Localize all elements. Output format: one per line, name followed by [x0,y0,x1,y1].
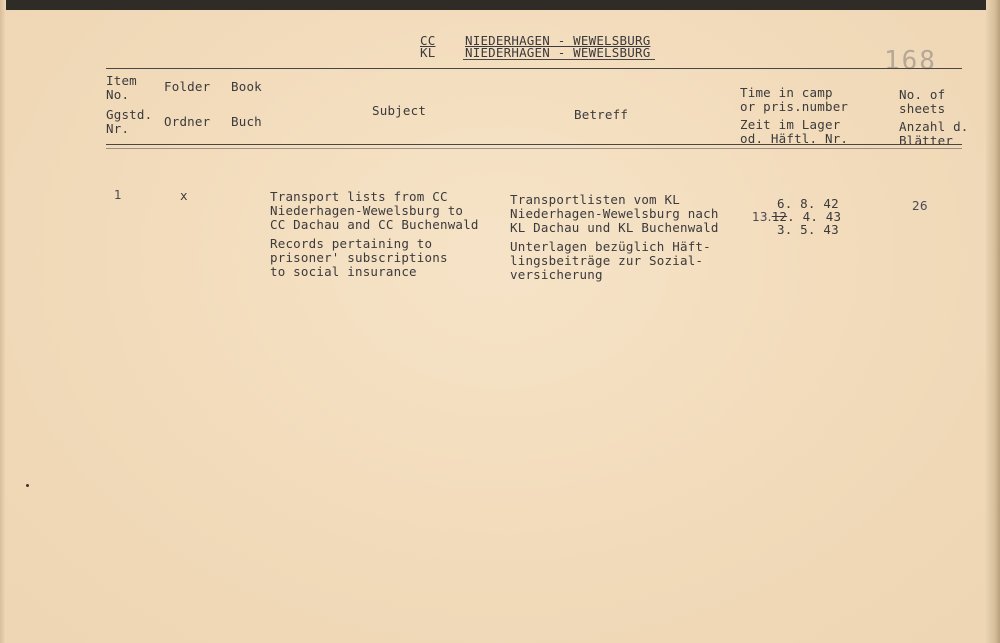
col-time-de: Zeit im Lager od. Häftl. Nr. [740,117,849,146]
col-sheets-de: Anzahl d. Blätter [899,119,969,148]
col-time-en: Time in camp or pris.number [740,85,849,114]
camp-title-en: NIEDERHAGEN - WEWELSBURG [465,33,651,48]
col-sheets-en: No. of sheets [899,87,946,116]
header-top-rule [106,68,962,69]
col-book-de: Buch [231,114,262,129]
title-underline [463,59,655,60]
date-1: 6. 8. 42 [777,196,839,211]
betreff-entry-2: Unterlagen bezüglich Häft- lingsbeiträge zur Sozial- versicherung [510,239,711,282]
date-2-rest: . 4. 43 [787,209,842,224]
date-2-handwritten-correction: 13. [752,210,772,224]
scan-left-edge [0,0,6,643]
col-subject: Subject [372,103,427,118]
sheet-count: 26 [912,199,928,213]
col-item-de: Ggstd. Nr. [106,107,153,136]
header-bottom-rule-2 [106,148,962,149]
subject-entry-1: Transport lists from CC Niederhagen-Wewelsburg to CC Dachau and CC Buchenwald [270,189,479,232]
header-bottom-rule [106,144,962,145]
col-book-en: Book [231,79,262,94]
col-folder-de: Ordner [164,114,211,129]
betreff-entry-1: Transportlisten vom KL Niederhagen-Wewelsburg nach KL Dachau und KL Buchenwald [510,192,719,235]
date-2-struck-value: 12 [771,209,788,224]
col-folder-en: Folder [164,79,211,94]
kl-label: KL [420,45,436,60]
camp-title-de: NIEDERHAGEN - WEWELSBURG [465,45,651,60]
col-betreff: Betreff [574,107,629,122]
folder-mark: x [180,188,188,203]
subject-entry-2: Records pertaining to prisoner' subscriptions to social insurance [270,236,448,279]
cc-label: CC [420,33,436,48]
paper-speck [26,484,29,487]
page-number: 168 [884,46,937,76]
scan-right-edge [986,0,1000,643]
col-item-en: Item No. [106,73,137,102]
date-3: 3. 5. 43 [777,222,839,237]
item-number: 1 [114,188,122,202]
scan-top-edge [0,0,1000,10]
